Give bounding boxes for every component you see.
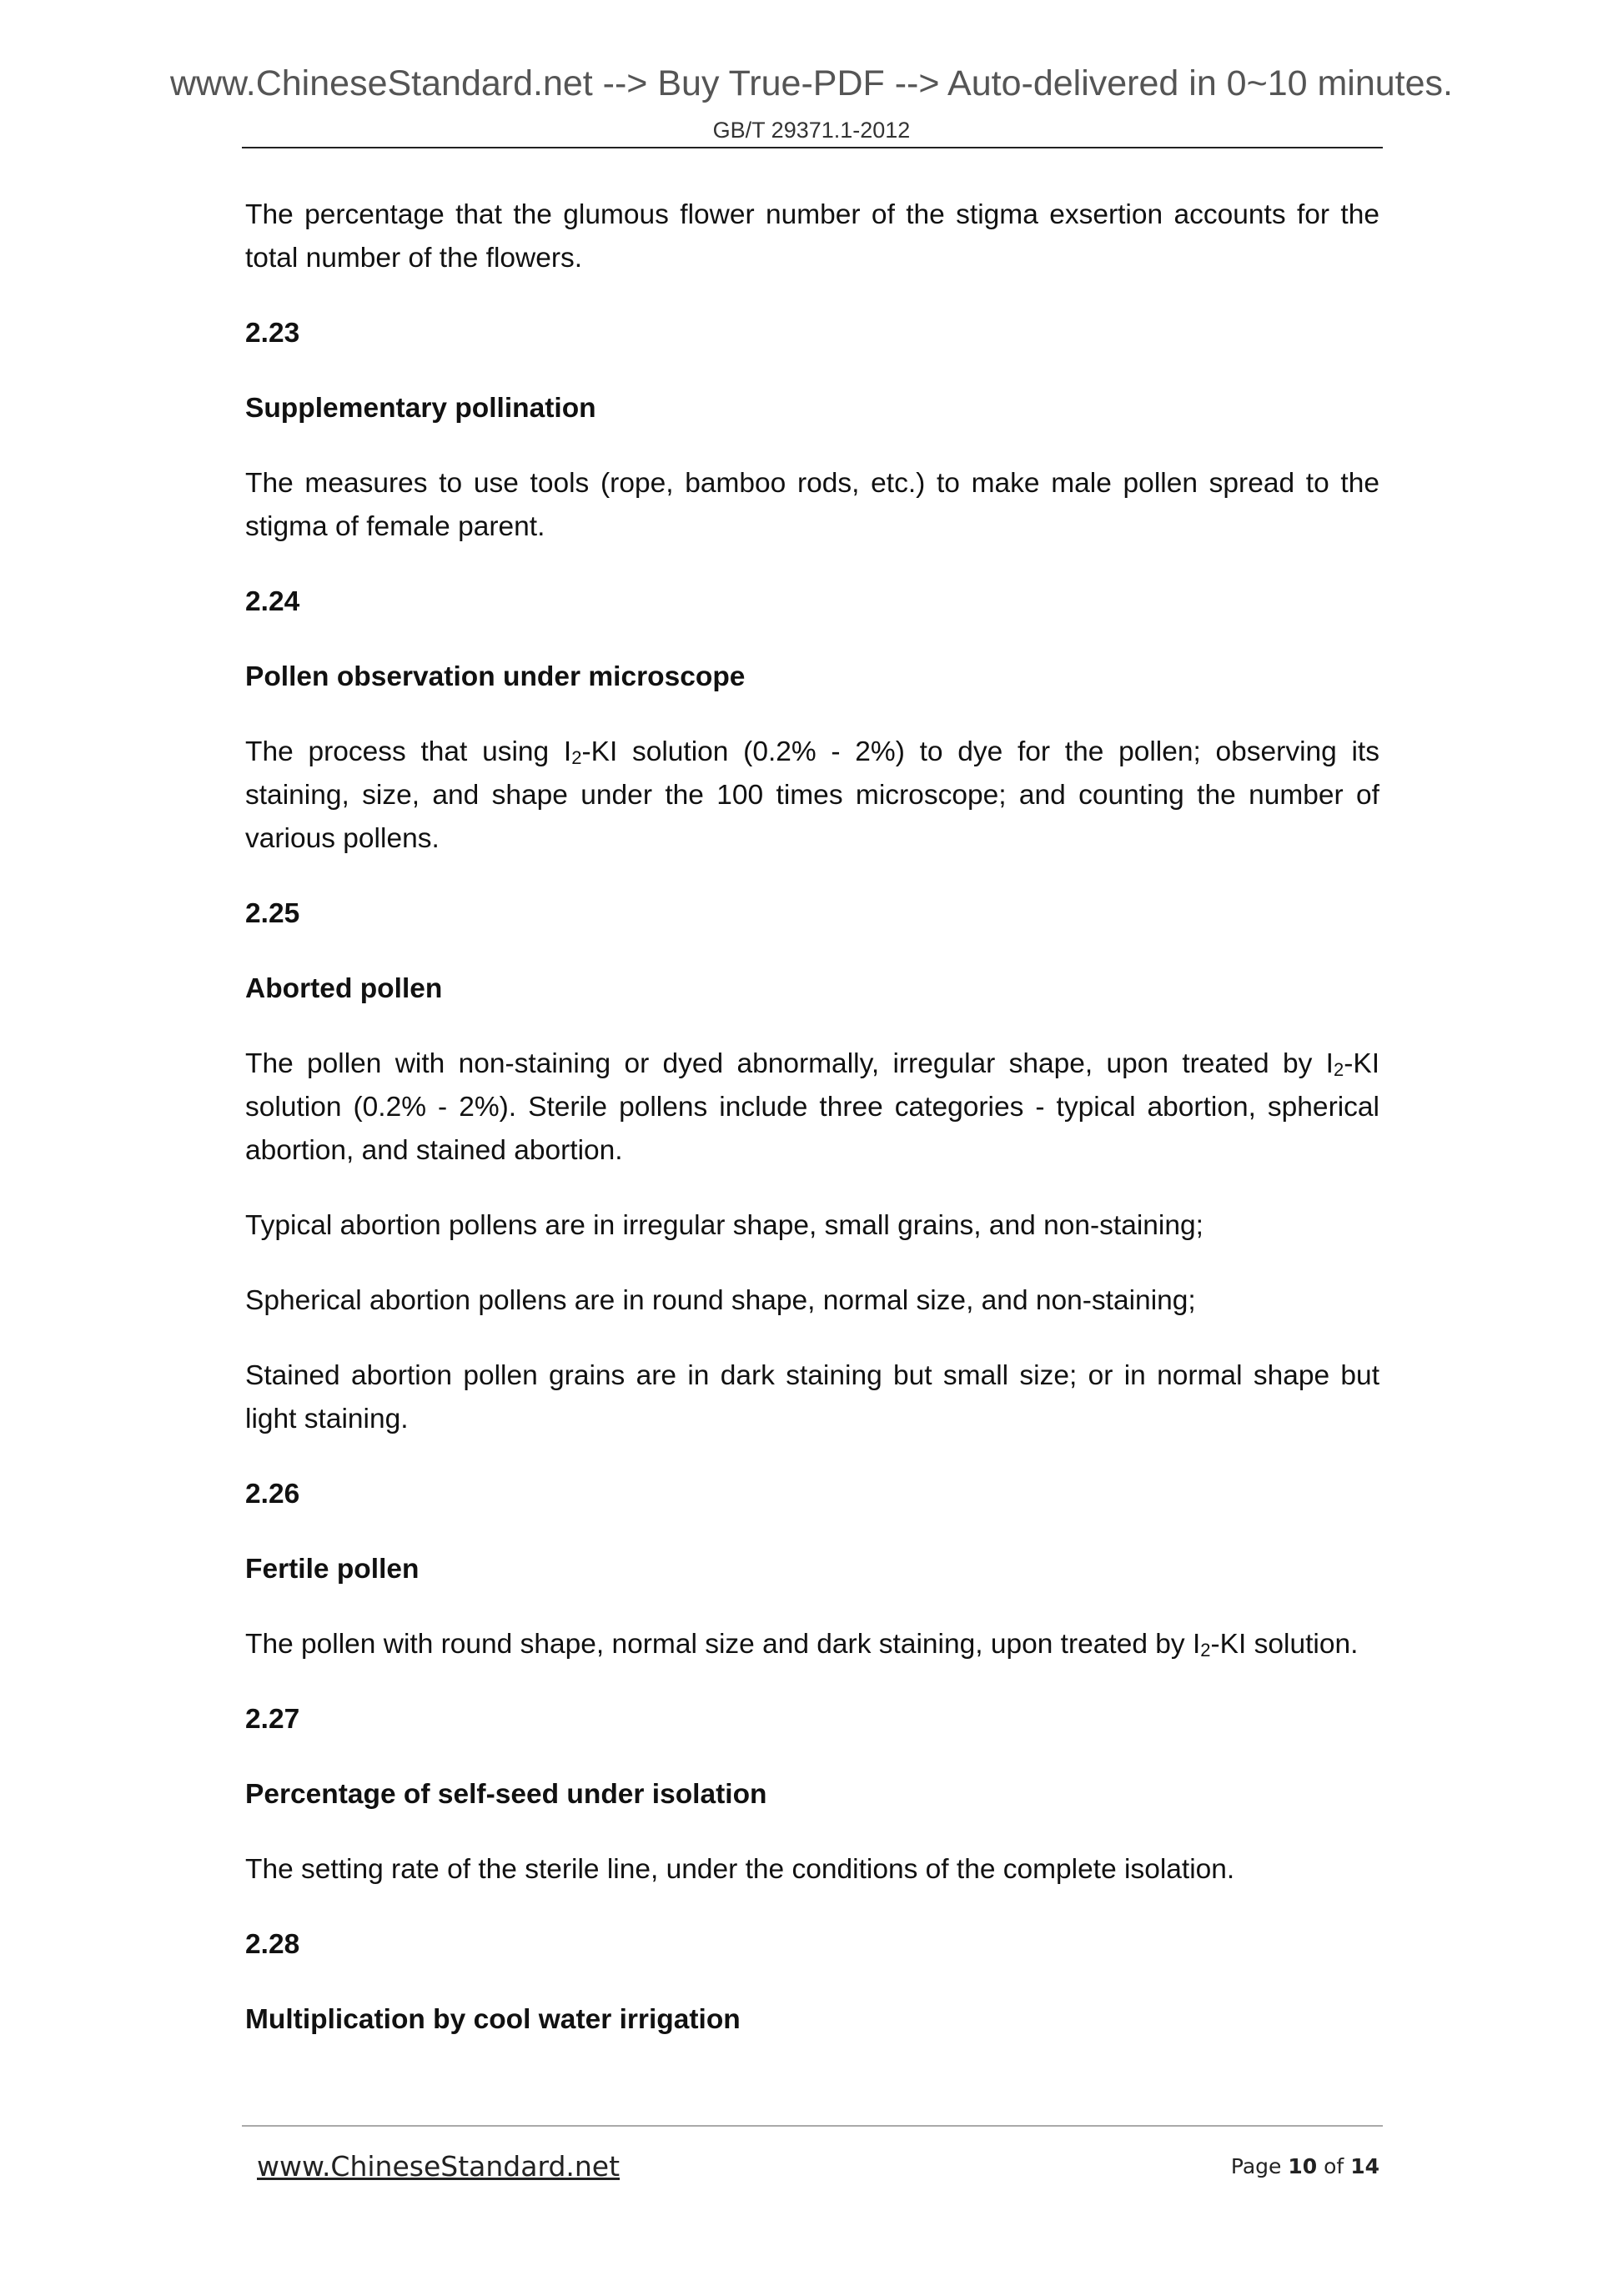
section-2-23-title: Supplementary pollination: [245, 393, 596, 424]
page-of: of: [1324, 2154, 1344, 2178]
subscript: 2: [1333, 1059, 1344, 1080]
page-word: Page: [1230, 2154, 1282, 2178]
intro-paragraph: The percentage that the glumous flower number of the stigma exsertion accounts for the total number of the flowers.: [245, 199, 1379, 274]
document-body: [245, 193, 1379, 2073]
section-2-25-title: Aborted pollen: [245, 973, 443, 1004]
section-2-25-number: 2.25: [245, 898, 300, 929]
section-2-25-text: [245, 1042, 1379, 1173]
stained-abortion-text: Stained abortion pollen grains are in dark staining but small size; or in normal shape but light staining.: [245, 1360, 1379, 1434]
subscript: 2: [571, 747, 582, 768]
section-2-23-number: 2.23: [245, 318, 300, 349]
section-2-27-title: Percentage of self-seed under isolation: [245, 1779, 767, 1810]
section-2-26-number: 2.26: [245, 1479, 300, 1510]
section-2-28-number: 2.28: [245, 1929, 300, 1960]
section-2-27-text: The setting rate of the sterile line, under the conditions of the complete isolation.: [245, 1854, 1235, 1885]
section-2-28-title: Multiplication by cool water irrigation: [245, 2004, 741, 2035]
text-segment: The pollen with round shape, normal size and dark staining, upon treated by I: [245, 1629, 1201, 1660]
site-banner[interactable]: www.ChineseStandard.net --> Buy True-PDF --> Auto-delivered in 0~10 minutes.: [169, 63, 1453, 103]
section-2-24-title: Pollen observation under microscope: [245, 661, 746, 692]
header-divider: [242, 147, 1383, 148]
section-2-26-text: [245, 1623, 1379, 1666]
page-current: 10: [1288, 2154, 1318, 2178]
section-2-24-number: 2.24: [245, 586, 300, 617]
text-segment: -KI solution.: [1210, 1629, 1359, 1660]
footer-divider: [242, 2125, 1383, 2127]
text-segment: -KI solution (0.2% - 2%). Sterile pollens include three categories - typical abortion, spherical abortion, and stained abortion.: [245, 1048, 1379, 1166]
document-id: GB/T 29371.1-2012: [712, 118, 911, 143]
section-2-24-text: [245, 731, 1379, 861]
page-total: 14: [1350, 2154, 1379, 2178]
page-indicator: [1231, 2154, 1379, 2178]
section-2-23-text: The measures to use tools (rope, bamboo rods, etc.) to make male pollen spread to the stigma of female parent.: [245, 468, 1379, 542]
text-segment: The pollen with non-staining or dyed abnormally, irregular shape, upon treated by I: [245, 1048, 1334, 1079]
section-2-27-number: 2.27: [245, 1704, 300, 1735]
text-segment: The process that using I: [245, 736, 572, 767]
spherical-abortion-text: Spherical abortion pollens are in round shape, normal size, and non-staining;: [245, 1285, 1196, 1316]
typical-abortion-text: Typical abortion pollens are in irregular shape, small grains, and non-staining;: [245, 1210, 1203, 1241]
text-segment: -KI solution (0.2% - 2%) to dye for the pollen; observing its staining, size, and shape under the 100 times microscope; and counting the number of various pollens.: [245, 736, 1379, 854]
footer-site-link[interactable]: www.ChineseStandard.net: [257, 2150, 621, 2183]
section-2-26-title: Fertile pollen: [245, 1554, 420, 1585]
subscript: 2: [1200, 1640, 1211, 1660]
